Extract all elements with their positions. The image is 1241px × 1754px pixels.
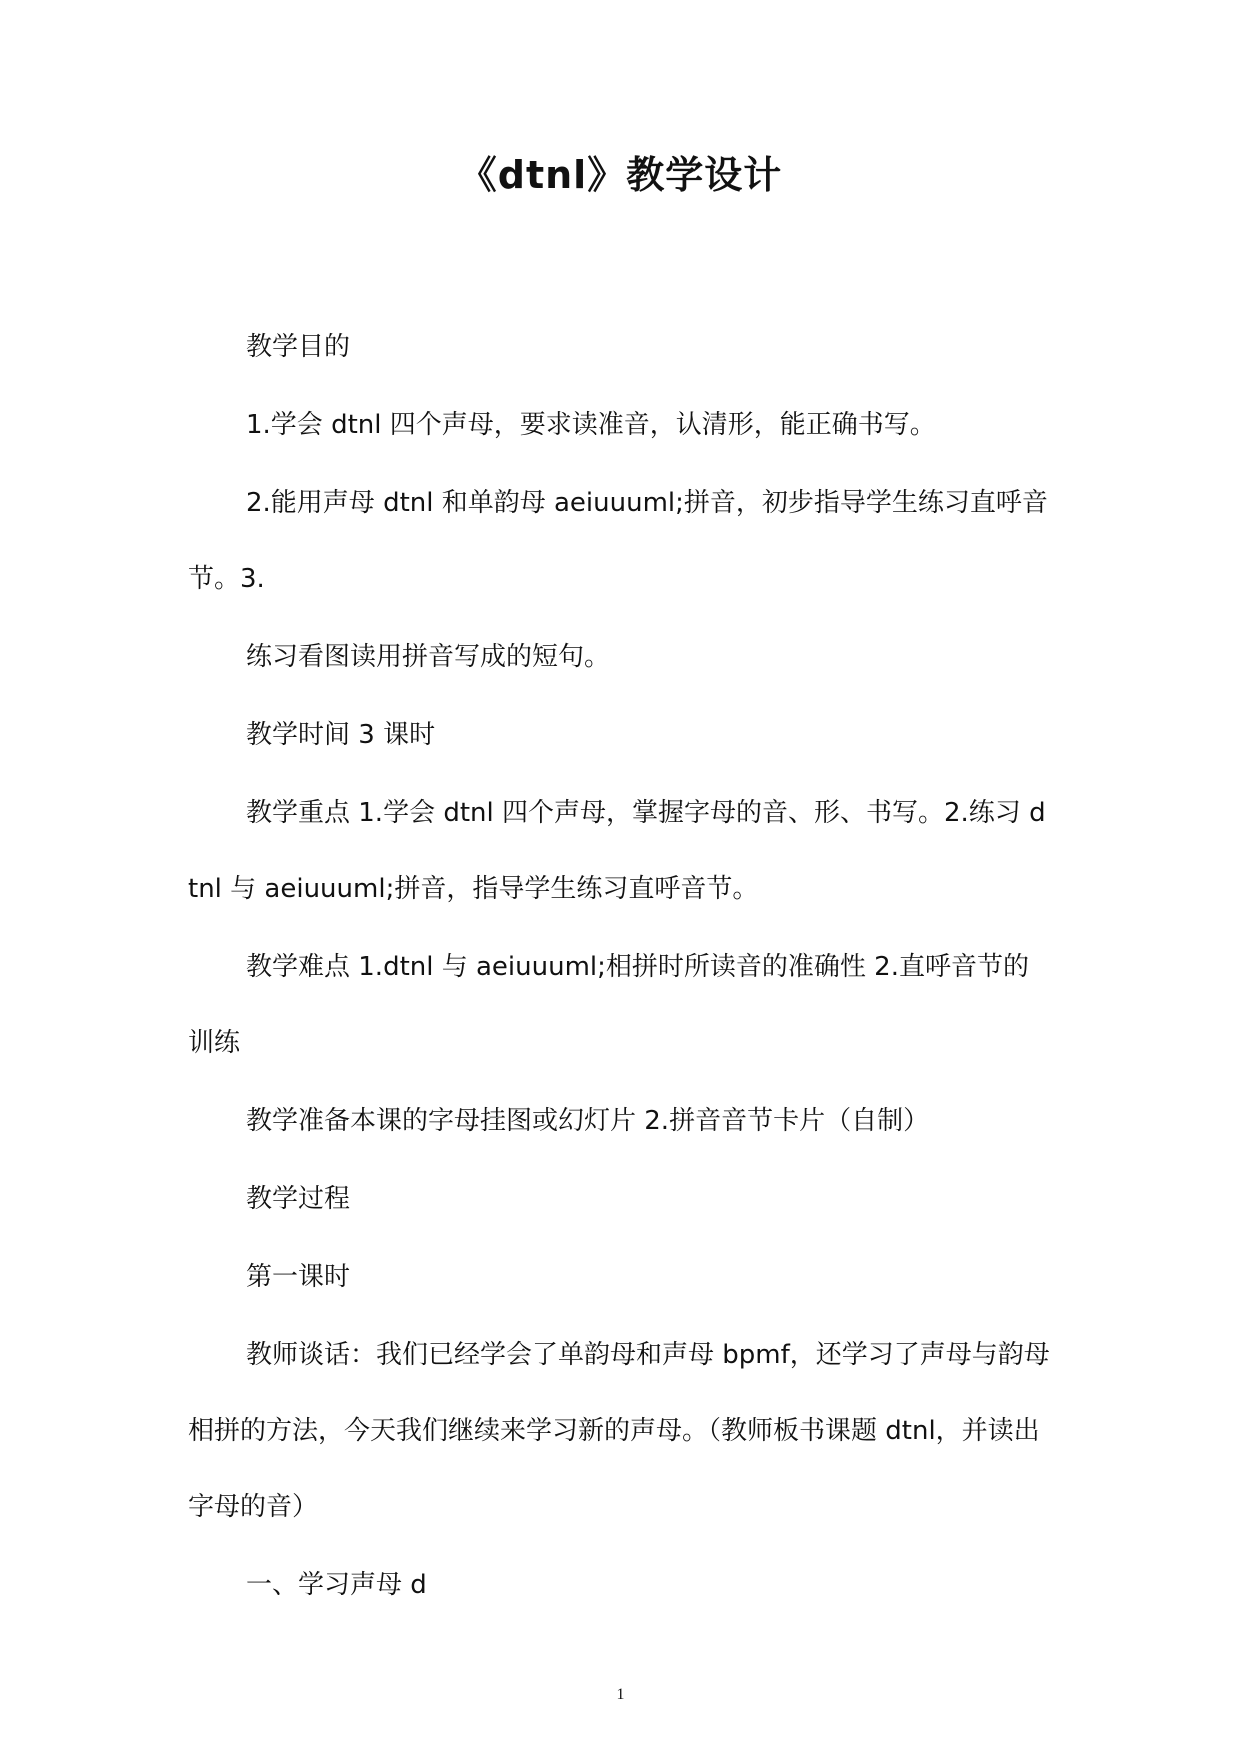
paragraph-teaching-time: 教学时间 3 课时 <box>246 720 436 750</box>
document-body <box>188 325 1054 1641</box>
paragraph-teaching-process-heading: 教学过程 <box>246 1184 351 1214</box>
paragraph-objective-1: 1.学会 dtnl 四个声母，要求读准音，认清形，能正确书写。 <box>246 410 936 440</box>
paragraph-difficulties: 教学难点 1.dtnl 与 aeiuuuml;相拼时所读音的准确性 2.直呼音节的训练 <box>188 952 1029 1058</box>
paragraph-teaching-objectives-heading: 教学目的 <box>246 332 351 362</box>
page-number: 1 <box>616 1686 625 1703</box>
paragraph-first-lesson-heading: 第一课时 <box>246 1262 351 1292</box>
paragraph-teacher-talk: 教师谈话：我们已经学会了单韵母和声母 bpmf，还学习了声母与韵母相拼的方法，今天我们继续来学习新的声母。（教师板书课题 dtnl，并读出字母的音） <box>188 1340 1050 1522</box>
paragraph-key-points: 教学重点 1.学会 dtnl 四个声母，掌握字母的音、形、书写。2.练习 dtnl 与 aeiuuuml;拼音，指导学生练习直呼音节。 <box>188 798 1046 904</box>
paragraph-objective-2: 2.能用声母 dtnl 和单韵母 aeiuuuml;拼音，初步指导学生练习直呼音节。3. <box>188 488 1048 594</box>
paragraph-preparation: 教学准备本课的字母挂图或幻灯片 2.拼音音节卡片（自制） <box>246 1106 930 1136</box>
paragraph-section-learn-d: 一、学习声母 d <box>246 1570 427 1600</box>
document-title: 《dtnl》教学设计 <box>458 153 783 197</box>
paragraph-objective-3: 练习看图读用拼音写成的短句。 <box>246 642 611 672</box>
